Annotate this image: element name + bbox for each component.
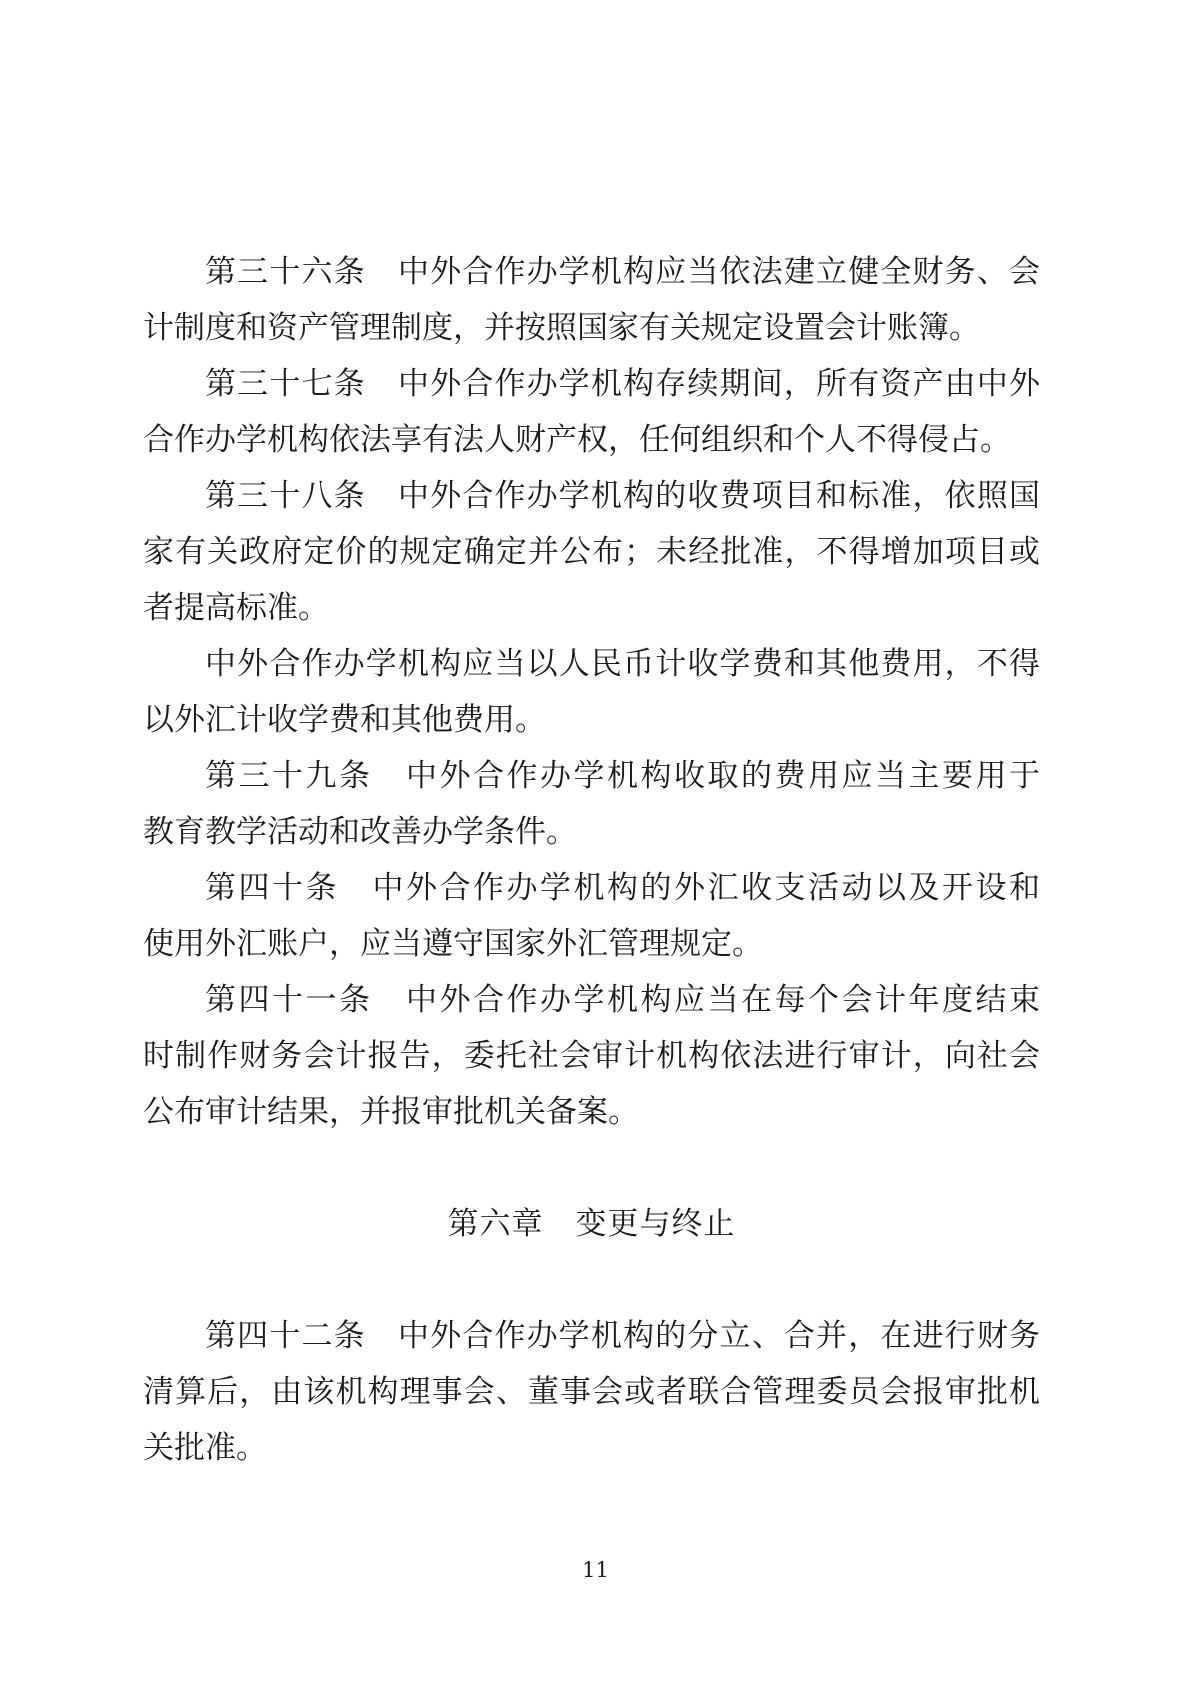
- chapter-heading: 第六章 变更与终止: [447, 1206, 736, 1241]
- text-line: 关批准。: [143, 1430, 267, 1465]
- text-line: 者提高标准。: [143, 590, 329, 625]
- text-line: 计制度和资产管理制度，并按照国家有关规定设置会计账簿。: [143, 310, 980, 345]
- text-line: 第四十一条 中外合作办学机构应当在每个会计年度结束: [205, 982, 1040, 1017]
- text-line: 清算后，由该机构理事会、董事会或者联合管理委员会报审批机: [143, 1374, 1040, 1409]
- text-line: 使用外汇账户，应当遵守国家外汇管理规定。: [143, 926, 763, 961]
- page-number: 11: [582, 1558, 609, 1582]
- document-body: [143, 244, 1040, 1476]
- text-line: 第三十七条 中外合作办学机构存续期间，所有资产由中外: [205, 366, 1040, 401]
- text-line: 合作办学机构依法享有法人财产权，任何组织和个人不得侵占。: [143, 422, 1011, 457]
- text-line: 第四十二条 中外合作办学机构的分立、合并，在进行财务: [205, 1318, 1040, 1353]
- text-line: 时制作财务会计报告，委托社会审计机构依法进行审计，向社会: [143, 1038, 1040, 1073]
- text-line: 第三十六条 中外合作办学机构应当依法建立健全财务、会: [205, 254, 1040, 289]
- text-line: 公布审计结果，并报审批机关备案。: [143, 1094, 639, 1129]
- text-line: 家有关政府定价的规定确定并公布；未经批准，不得增加项目或: [143, 534, 1040, 569]
- blank-line: [143, 1252, 1040, 1308]
- text-line: 第四十条 中外合作办学机构的外汇收支活动以及开设和: [205, 870, 1040, 905]
- text-line: 第三十八条 中外合作办学机构的收费项目和标准，依照国: [205, 478, 1040, 513]
- text-line: 以外汇计收学费和其他费用。: [143, 702, 546, 737]
- blank-line: [143, 1140, 1040, 1196]
- text-line: 第三十九条 中外合作办学机构收取的费用应当主要用于: [205, 758, 1040, 793]
- text-line: 教育教学活动和改善办学条件。: [143, 814, 577, 849]
- text-line: 中外合作办学机构应当以人民币计收学费和其他费用，不得: [205, 646, 1040, 681]
